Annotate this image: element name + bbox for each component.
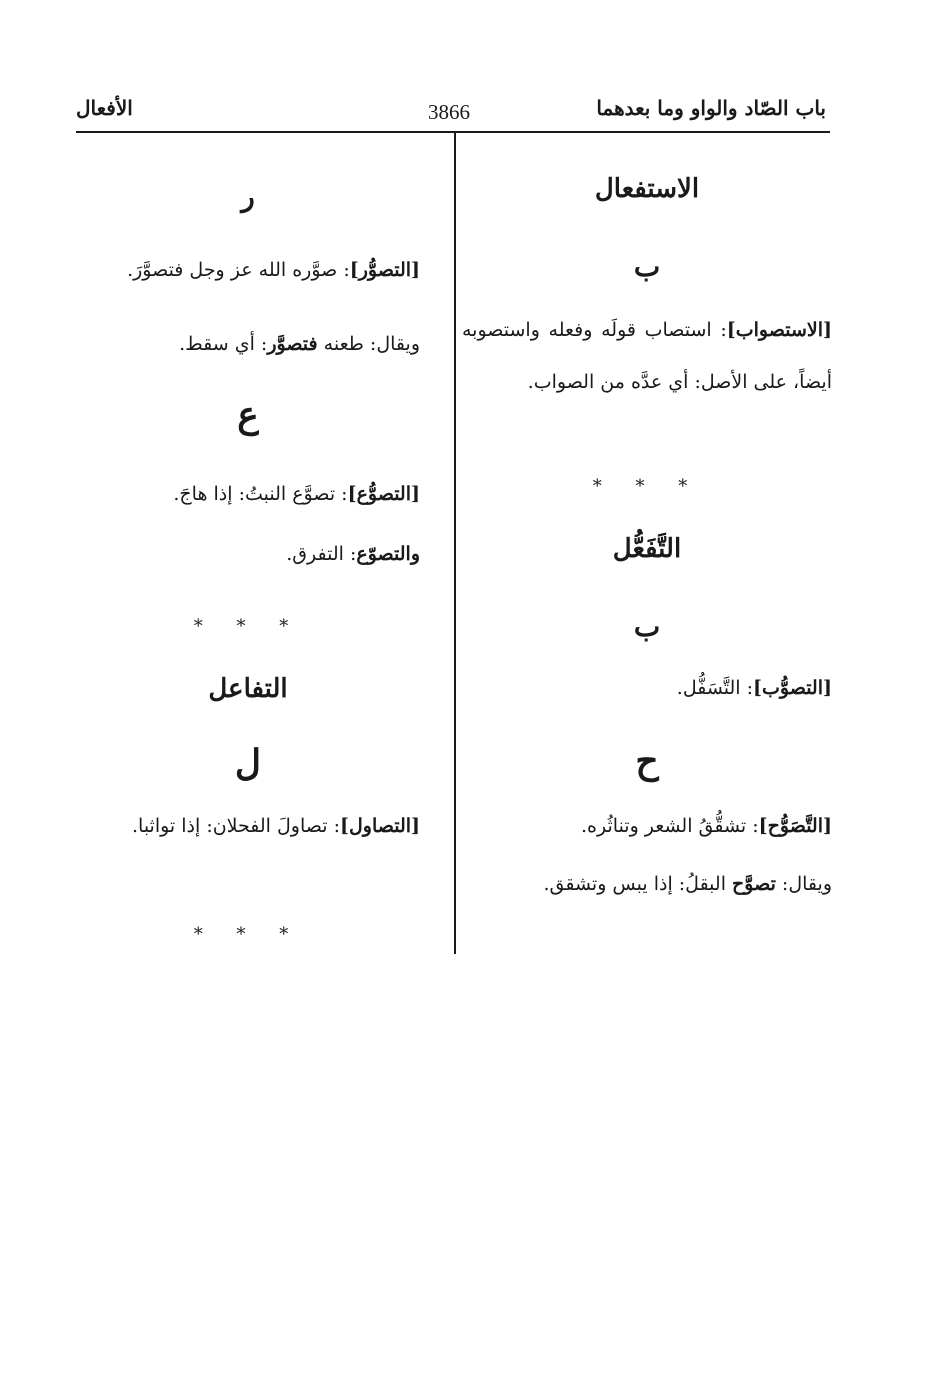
- entry-term: تصوَّح: [732, 873, 776, 895]
- entry-yuqal-tasawwar: [76, 318, 420, 370]
- entry-tasawwuh: [462, 800, 832, 852]
- entry-tasawwu: [76, 468, 420, 520]
- entry-text: : تصاولَ الفحلان: إذا تواثبا.: [131, 815, 340, 837]
- entry-term: فتصوَّر: [267, 333, 318, 355]
- entry-text: : التَّسَفُّل.: [676, 677, 754, 699]
- entry-yuqal-tasawwah: [462, 858, 832, 910]
- heading-istifaal: الاستفعال: [594, 174, 700, 204]
- entry-text: : أي سقط.: [179, 333, 268, 355]
- entry-text: البقلُ: إذا يبس وتشقق.: [543, 873, 733, 895]
- letter-ain: ع: [237, 394, 259, 436]
- heading-tafaul: التَّفَعُّل: [612, 534, 682, 564]
- entry-text: : استصاب قولَه وفعله واستصوبه أيضاً، على الأصل: أي عدَّه من الصواب.: [462, 319, 832, 393]
- heading-tafaul-reciprocal: التفاعل: [208, 674, 288, 704]
- entry-tasawwur: [76, 244, 420, 296]
- entry-prefix: ويقال:: [775, 873, 832, 895]
- chapter-title: باب الصّاد والواو وما بعدهما: [596, 96, 826, 120]
- entry-tasawwub: [462, 662, 832, 714]
- section-title: الأفعال: [76, 96, 133, 120]
- letter-ra: ر: [241, 180, 255, 213]
- entry-term: [التصوُّب]: [753, 677, 832, 699]
- entry-term: [التصاول]: [339, 815, 420, 837]
- entry-istiswab: [462, 304, 832, 408]
- letter-lam: ل: [234, 742, 262, 784]
- entry-term: [التَّصَوُّح]: [758, 815, 832, 837]
- letter-ba: ب: [633, 250, 661, 283]
- letter-ba: ب: [633, 610, 661, 643]
- separator-stars: * * *: [193, 616, 303, 637]
- separator-stars: * * *: [592, 476, 702, 497]
- entry-text: : صوَّره الله عز وجل فتصوَّرَ.: [127, 259, 350, 281]
- header-rule: [76, 131, 830, 133]
- entry-text: : تشقُّقُ الشعر وتناثُره.: [581, 815, 759, 837]
- entry-wa-tasawwu: [76, 528, 420, 580]
- separator-stars: * * *: [193, 924, 303, 945]
- page-number: 3866: [428, 100, 470, 124]
- entry-text: : التفرق.: [286, 543, 357, 565]
- entry-term: [التصوُّر]: [349, 259, 420, 281]
- entry-tasawul: [76, 800, 420, 852]
- entry-term: [الاستصواب]: [726, 319, 832, 341]
- entry-term: والتصوّع: [356, 543, 420, 565]
- entry-term: [التصوُّع]: [347, 483, 420, 505]
- letter-ha: ح: [635, 740, 659, 782]
- entry-text: : تصوَّع النبتُ: إذا هاجَ.: [173, 483, 348, 505]
- entry-prefix: ويقال: طعنه: [317, 333, 420, 355]
- column-divider: [454, 132, 456, 954]
